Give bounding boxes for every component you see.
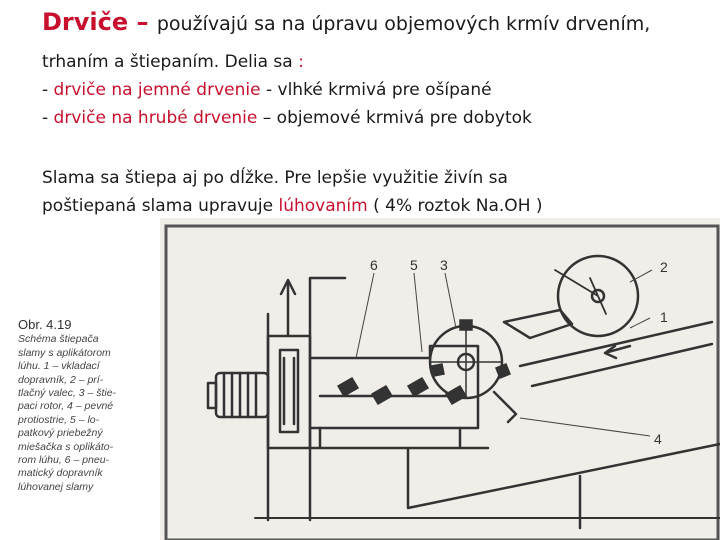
paragraph-line-5 <box>42 168 508 188</box>
caption-line: lúhovanej slamy <box>18 480 94 493</box>
caption-heading: Obr. 4.19 <box>18 317 72 332</box>
caption-line: matický dopravník <box>18 467 103 480</box>
caption-line: slamy s aplikátorom <box>18 346 111 359</box>
fine-crusher-desc: - vlhké krmivá pre ošípané <box>260 80 492 100</box>
caption-line: dopravník, 2 – prí- <box>18 373 104 386</box>
line6-text: poštiepaná slama upravuje <box>42 196 279 216</box>
heading-rest: používajú sa na úpravu objemových krmív drvením, <box>156 13 651 35</box>
heading-title: Drviče – <box>42 8 157 36</box>
label-2: 2 <box>660 259 668 275</box>
label-3: 3 <box>440 257 448 273</box>
caption-line: rom lúhu, 6 – pneu- <box>18 454 110 467</box>
line2-text: trhaním a štiepaním. Delia sa <box>42 52 299 72</box>
paragraph-line-2 <box>42 52 304 72</box>
label-5: 5 <box>410 257 418 273</box>
line6-rest: ( 4% roztok Na.OH ) <box>367 196 543 216</box>
list-item-coarse <box>42 108 532 128</box>
list-dash: - <box>42 80 54 100</box>
caption-line: Schéma štiepača <box>18 333 99 346</box>
straw-sentence: Slama sa štiepa aj po dĺžke. Pre lepšie využitie živín sa <box>42 168 508 188</box>
paragraph-line-6 <box>42 196 543 216</box>
caption-line: protiostrie, 5 – lo- <box>18 413 100 426</box>
label-1: 1 <box>660 309 668 325</box>
coarse-crusher-term: drviče na hrubé drvenie <box>53 108 258 128</box>
straw-splitter-diagram <box>160 218 720 540</box>
caption-line: paci rotor, 4 – pevné <box>18 400 114 413</box>
line2-colon: : <box>298 52 304 72</box>
caption-line: miešačka s oplikáto- <box>18 440 114 453</box>
caption-line: patkový priebežný <box>18 427 103 440</box>
rotor-knife <box>460 320 472 330</box>
label-4: 4 <box>654 431 662 447</box>
list-dash: - <box>42 108 54 128</box>
list-item-fine <box>42 80 492 100</box>
heading-line <box>42 8 650 36</box>
coarse-crusher-desc: – objemové krmivá pre dobytok <box>257 108 532 128</box>
caption-line: tlačný valec, 3 – štie- <box>18 387 117 400</box>
caption-line: lúhu. 1 – vkladací <box>18 360 100 373</box>
leaching-term: lúhovaním <box>278 196 368 216</box>
fine-crusher-term: drviče na jemné drvenie <box>53 80 261 100</box>
label-6: 6 <box>370 257 378 273</box>
rotor-knife <box>432 364 444 376</box>
figure-caption <box>18 318 140 494</box>
